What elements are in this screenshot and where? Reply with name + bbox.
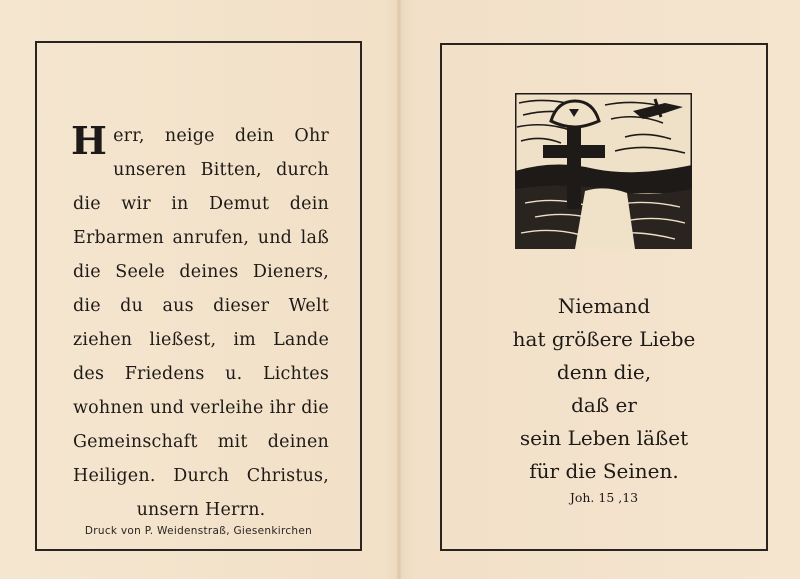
left-card-panel (35, 41, 362, 551)
verse-line: hat größere Liebe (512, 327, 696, 351)
right-card-panel (440, 43, 768, 551)
verse-reference: Joh. 15 ,13 (569, 490, 639, 505)
verse-line: daß er (571, 393, 637, 417)
prayer-text: err, neige dein Ohr unseren Bitten, durch die wir in Demut dein Erbarmen anrufen, und laß die Seele deines Dieners, die du aus dieser Welt ziehen ließest, im Lande des Friedens u. Lichtes wohnen und verleihe ihr die Gemeinschaft mit deinen Heiligen. Durch Christus, unsern Herrn. (73, 126, 329, 520)
center-fold (396, 0, 402, 579)
printer-credit: Druck von P. Weidenstraß, Giesenkirchen (84, 525, 313, 537)
bible-verse (442, 290, 766, 506)
prayer-initial: H (71, 118, 108, 163)
verse-line: für die Seinen. (529, 459, 679, 483)
prayer-text-block (73, 119, 329, 527)
verse-line: Niemand (557, 294, 651, 318)
verse-line: denn die, (556, 360, 652, 384)
woodcut-helmet-cross-icon (515, 93, 692, 249)
verse-line: sein Leben läßet (519, 426, 689, 450)
